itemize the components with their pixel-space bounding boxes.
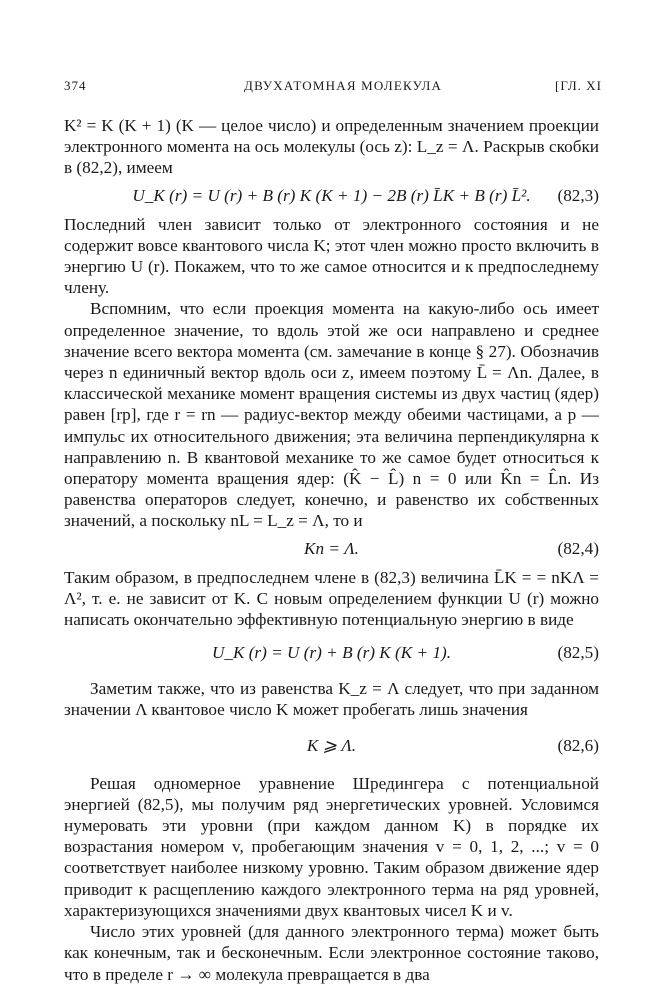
paragraph-5: Заметим также, что из равенства K_z = Λ следует, что при заданном значении Λ квантовое число K может пробегать лишь значения [64, 679, 599, 720]
paragraph-2: Последний член зависит только от электронного состояния и не содержит вовсе квантового числа K; этот член можно просто включить в энергию U (r). Покажем, что то же самое относится и к предпоследнему члену. [64, 214, 599, 298]
chapter-marker: [ГЛ. XI [555, 78, 602, 93]
equation-number: (82,3) [557, 185, 599, 205]
equation-82-5 [64, 638, 599, 668]
running-title: ДВУХАТОМНАЯ МОЛЕКУЛА [244, 78, 443, 93]
paragraph-7: Число этих уровней (для данного электронного терма) может быть как конечным, так и бесконечным. Если электронное состояние таково, что в пределе r → ∞ молекула превращается в два [64, 922, 599, 984]
equation-82-3 [64, 181, 599, 211]
equation-formula: Kn = Λ. [304, 538, 359, 558]
equation-formula: U_K (r) = U (r) + B (r) K (K + 1). [211, 643, 452, 663]
paragraph-3: Вспомним, что если проекция момента на какую-либо ось имеет определенное значение, то вдоль этой же оси направлено и среднее значение всего вектора момента (см. замечание в конце § 27). Обозначив через n единичный вектор вдоль оси z, имеем поэтому L̄ = Λn. Далее, в классической механике момент вращения системы из двух частиц (ядер) равен [rp], где r = rn — радиус-вектор между обеими частицами, а p — импульс их относительного движения; эта величина перпендикулярна к направлению n. В квантовой механике то же самое будет относиться к оператору момента вращения ядер: (K̂ − L̂) n = 0 или K̂n = L̂n. Из равенства операторов следует, конечно, и равенство их собственных значений, а поскольку nL = L_z = Λ, то и [64, 299, 599, 531]
equation-formula: U_K (r) = U (r) + B (r) K (K + 1) − 2B (r) L̄K + B (r) L̄². [132, 185, 531, 205]
paragraph-4: Таким образом, в предпоследнем члене в (82,3) величина L̄K = = nKΛ = Λ², т. е. не зависит от K. С новым определением функции U (r) можно написать окончательно эффективную потенциальную энергию в виде [64, 567, 599, 630]
paragraph-1: K² = K (K + 1) (K — целое число) и определенным значением проекции электронного момента на ось молекулы (ось z): L_z = Λ. Раскрыв скобки в (82,2), имеем [64, 116, 599, 178]
equation-formula: K ⩾ Λ. [306, 735, 357, 755]
page-body [64, 115, 599, 985]
paragraph-6: Решая одномерное уравнение Шредингера с потенциальной энергией (82,5), мы получим ряд энергетических уровней. Условимся нумеровать эти уровни (при каждом данном K) в порядке их возрастания номером v, пробегающим значения v = 0, 1, 2, ...; v = 0 соответствует наиболее низкому уровню. Таким образом движение ядер приводит к расщеплению каждого электронного терма на ряд уровней, характеризующихся значениями двух квантовых чисел K и v. [64, 773, 599, 920]
equation-82-4 [64, 534, 599, 564]
equation-number: (82,4) [557, 538, 599, 558]
equation-number: (82,6) [557, 735, 599, 755]
equation-82-6 [64, 731, 599, 761]
page-number: 374 [64, 78, 87, 93]
equation-number: (82,5) [557, 643, 599, 663]
